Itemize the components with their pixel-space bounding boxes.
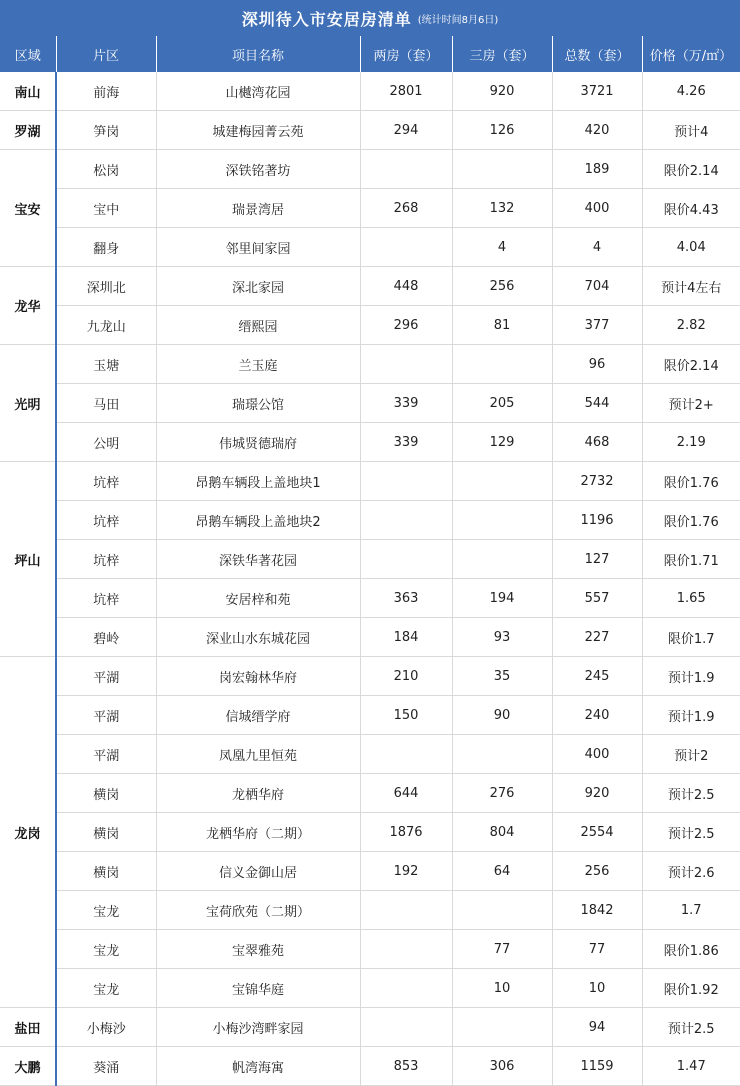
price-cell: 预计2.5 [642, 774, 740, 813]
table-row [0, 384, 740, 423]
table-row [0, 306, 740, 345]
price-cell: 预计2.5 [642, 1008, 740, 1047]
area-cell: 翻身 [56, 228, 156, 267]
three-room-cell: 276 [452, 774, 552, 813]
two-room-cell: 210 [360, 657, 452, 696]
price-cell: 预计2 [642, 735, 740, 774]
area-cell: 坑梓 [56, 501, 156, 540]
price-cell: 预计2.6 [642, 852, 740, 891]
two-room-cell: 268 [360, 189, 452, 228]
area-cell: 坑梓 [56, 462, 156, 501]
project-cell: 龙栖华府（二期） [156, 813, 360, 852]
district-cell: 罗湖 [0, 111, 56, 150]
two-room-cell [360, 1008, 452, 1047]
project-cell: 帆湾海寓 [156, 1047, 360, 1086]
table-row [0, 852, 740, 891]
three-room-cell: 35 [452, 657, 552, 696]
table-row [0, 969, 740, 1008]
two-room-cell: 339 [360, 384, 452, 423]
three-room-cell [452, 735, 552, 774]
project-cell: 宝锦华庭 [156, 969, 360, 1008]
header-district: 区域 [0, 36, 56, 72]
table-row [0, 696, 740, 735]
project-cell: 凤凰九里恒苑 [156, 735, 360, 774]
area-cell: 九龙山 [56, 306, 156, 345]
table-row [0, 228, 740, 267]
three-room-cell: 4 [452, 228, 552, 267]
total-cell: 557 [552, 579, 642, 618]
project-cell: 瑞景湾居 [156, 189, 360, 228]
total-cell: 377 [552, 306, 642, 345]
total-cell: 2732 [552, 462, 642, 501]
price-cell: 预计4左右 [642, 267, 740, 306]
three-room-cell: 194 [452, 579, 552, 618]
project-cell: 信义金御山居 [156, 852, 360, 891]
total-cell: 400 [552, 735, 642, 774]
total-cell: 4 [552, 228, 642, 267]
total-cell: 2554 [552, 813, 642, 852]
area-cell: 平湖 [56, 657, 156, 696]
area-cell: 宝中 [56, 189, 156, 228]
header-total: 总数（套） [552, 36, 642, 72]
two-room-cell: 294 [360, 111, 452, 150]
area-cell: 深圳北 [56, 267, 156, 306]
table-row [0, 111, 740, 150]
project-cell: 安居梓和苑 [156, 579, 360, 618]
three-room-cell: 132 [452, 189, 552, 228]
price-cell: 限价1.86 [642, 930, 740, 969]
price-cell: 预计2.5 [642, 813, 740, 852]
two-room-cell: 296 [360, 306, 452, 345]
table-row [0, 774, 740, 813]
header-two-room: 两房（套） [360, 36, 452, 72]
project-cell: 缙熙园 [156, 306, 360, 345]
total-cell: 96 [552, 345, 642, 384]
project-cell: 深业山水东城花园 [156, 618, 360, 657]
total-cell: 227 [552, 618, 642, 657]
table-row [0, 813, 740, 852]
total-cell: 544 [552, 384, 642, 423]
header-three-room: 三房（套） [452, 36, 552, 72]
project-cell: 昂鹅车辆段上盖地块2 [156, 501, 360, 540]
total-cell: 920 [552, 774, 642, 813]
three-room-cell: 804 [452, 813, 552, 852]
total-cell: 704 [552, 267, 642, 306]
header-price: 价格（万/㎡） [642, 36, 740, 72]
price-cell: 限价4.43 [642, 189, 740, 228]
title-bar [0, 0, 740, 37]
area-cell: 平湖 [56, 735, 156, 774]
price-cell: 限价1.71 [642, 540, 740, 579]
three-room-cell: 129 [452, 423, 552, 462]
header-area: 片区 [56, 36, 156, 72]
area-cell: 松岗 [56, 150, 156, 189]
table-row [0, 189, 740, 228]
district-cell: 龙华 [0, 267, 56, 345]
table-row [0, 1008, 740, 1047]
area-cell: 宝龙 [56, 969, 156, 1008]
table-row [0, 735, 740, 774]
total-cell: 1842 [552, 891, 642, 930]
table-row [0, 618, 740, 657]
price-cell: 4.26 [642, 72, 740, 111]
three-room-cell: 126 [452, 111, 552, 150]
price-cell: 1.7 [642, 891, 740, 930]
price-cell: 2.82 [642, 306, 740, 345]
total-cell: 400 [552, 189, 642, 228]
table-row [0, 540, 740, 579]
table-row [0, 345, 740, 384]
project-cell: 龙栖华府 [156, 774, 360, 813]
two-room-cell: 448 [360, 267, 452, 306]
three-room-cell: 90 [452, 696, 552, 735]
project-cell: 深铁华著花园 [156, 540, 360, 579]
area-cell: 坑梓 [56, 579, 156, 618]
table-row [0, 462, 740, 501]
table-row [0, 72, 740, 111]
two-room-cell [360, 345, 452, 384]
three-room-cell: 64 [452, 852, 552, 891]
three-room-cell [452, 501, 552, 540]
area-cell: 横岗 [56, 813, 156, 852]
two-room-cell: 1876 [360, 813, 452, 852]
price-cell: 限价2.14 [642, 150, 740, 189]
table-row [0, 579, 740, 618]
project-cell: 深北家园 [156, 267, 360, 306]
area-cell: 公明 [56, 423, 156, 462]
price-cell: 限价1.92 [642, 969, 740, 1008]
table-row [0, 501, 740, 540]
project-cell: 城建梅园菁云苑 [156, 111, 360, 150]
price-cell: 限价1.76 [642, 501, 740, 540]
area-cell: 宝龙 [56, 891, 156, 930]
area-cell: 横岗 [56, 774, 156, 813]
three-room-cell: 81 [452, 306, 552, 345]
table-row [0, 891, 740, 930]
area-cell: 碧岭 [56, 618, 156, 657]
district-cell: 光明 [0, 345, 56, 462]
two-room-cell [360, 462, 452, 501]
area-cell: 笋岗 [56, 111, 156, 150]
project-cell: 深铁铭著坊 [156, 150, 360, 189]
three-room-cell: 77 [452, 930, 552, 969]
two-room-cell [360, 891, 452, 930]
price-cell: 限价1.76 [642, 462, 740, 501]
header-project: 项目名称 [156, 36, 360, 72]
table-row [0, 1047, 740, 1086]
total-cell: 245 [552, 657, 642, 696]
total-cell: 1196 [552, 501, 642, 540]
area-cell: 马田 [56, 384, 156, 423]
project-cell: 宝翠雅苑 [156, 930, 360, 969]
price-cell: 限价2.14 [642, 345, 740, 384]
area-cell: 坑梓 [56, 540, 156, 579]
project-cell: 宝荷欣苑（二期） [156, 891, 360, 930]
three-room-cell [452, 540, 552, 579]
total-cell: 256 [552, 852, 642, 891]
two-room-cell: 644 [360, 774, 452, 813]
district-cell: 大鹏 [0, 1047, 56, 1086]
table-row [0, 150, 740, 189]
two-room-cell: 192 [360, 852, 452, 891]
two-room-cell [360, 969, 452, 1008]
table-row [0, 267, 740, 306]
price-cell: 1.65 [642, 579, 740, 618]
total-cell: 189 [552, 150, 642, 189]
table-row [0, 930, 740, 969]
project-cell: 邻里间家园 [156, 228, 360, 267]
total-cell: 127 [552, 540, 642, 579]
district-cell: 龙岗 [0, 657, 56, 1008]
price-cell: 预计1.9 [642, 657, 740, 696]
two-room-cell: 363 [360, 579, 452, 618]
two-room-cell [360, 540, 452, 579]
three-room-cell [452, 891, 552, 930]
area-cell: 小梅沙 [56, 1008, 156, 1047]
project-cell: 信城缙学府 [156, 696, 360, 735]
three-room-cell: 205 [452, 384, 552, 423]
project-cell: 山樾湾花园 [156, 72, 360, 111]
two-room-cell: 339 [360, 423, 452, 462]
table-row [0, 423, 740, 462]
total-cell: 420 [552, 111, 642, 150]
project-cell: 岗宏翰林华府 [156, 657, 360, 696]
two-room-cell: 184 [360, 618, 452, 657]
district-cell: 盐田 [0, 1008, 56, 1047]
total-cell: 10 [552, 969, 642, 1008]
three-room-cell [452, 462, 552, 501]
total-cell: 3721 [552, 72, 642, 111]
two-room-cell: 853 [360, 1047, 452, 1086]
three-room-cell [452, 345, 552, 384]
price-cell: 限价1.7 [642, 618, 740, 657]
price-cell: 预计2+ [642, 384, 740, 423]
header-row [0, 36, 740, 72]
three-room-cell [452, 150, 552, 189]
price-cell: 2.19 [642, 423, 740, 462]
two-room-cell: 150 [360, 696, 452, 735]
district-cell: 宝安 [0, 150, 56, 267]
price-cell: 预计1.9 [642, 696, 740, 735]
two-room-cell [360, 501, 452, 540]
housing-table [0, 36, 740, 1086]
page-title: 深圳待入市安居房清单 [241, 9, 412, 29]
page-subtitle: (统计时间8月6日) [417, 14, 499, 26]
project-cell: 昂鹅车辆段上盖地块1 [156, 462, 360, 501]
price-cell: 4.04 [642, 228, 740, 267]
area-cell: 玉塘 [56, 345, 156, 384]
area-cell: 宝龙 [56, 930, 156, 969]
project-cell: 小梅沙湾畔家园 [156, 1008, 360, 1047]
price-cell: 预计4 [642, 111, 740, 150]
table-body [0, 72, 740, 1086]
district-cell: 南山 [0, 72, 56, 111]
total-cell: 240 [552, 696, 642, 735]
area-cell: 前海 [56, 72, 156, 111]
two-room-cell [360, 930, 452, 969]
three-room-cell: 920 [452, 72, 552, 111]
project-cell: 兰玉庭 [156, 345, 360, 384]
total-cell: 77 [552, 930, 642, 969]
three-room-cell: 306 [452, 1047, 552, 1086]
two-room-cell: 2801 [360, 72, 452, 111]
area-cell: 平湖 [56, 696, 156, 735]
three-room-cell [452, 1008, 552, 1047]
area-cell: 横岗 [56, 852, 156, 891]
three-room-cell: 93 [452, 618, 552, 657]
two-room-cell [360, 150, 452, 189]
project-cell: 伟城贤德瑞府 [156, 423, 360, 462]
project-cell: 瑞璟公馆 [156, 384, 360, 423]
table-row [0, 657, 740, 696]
total-cell: 1159 [552, 1047, 642, 1086]
total-cell: 94 [552, 1008, 642, 1047]
area-cell: 葵涌 [56, 1047, 156, 1086]
price-cell: 1.47 [642, 1047, 740, 1086]
district-cell: 坪山 [0, 462, 56, 657]
three-room-cell: 10 [452, 969, 552, 1008]
two-room-cell [360, 228, 452, 267]
total-cell: 468 [552, 423, 642, 462]
three-room-cell: 256 [452, 267, 552, 306]
two-room-cell [360, 735, 452, 774]
